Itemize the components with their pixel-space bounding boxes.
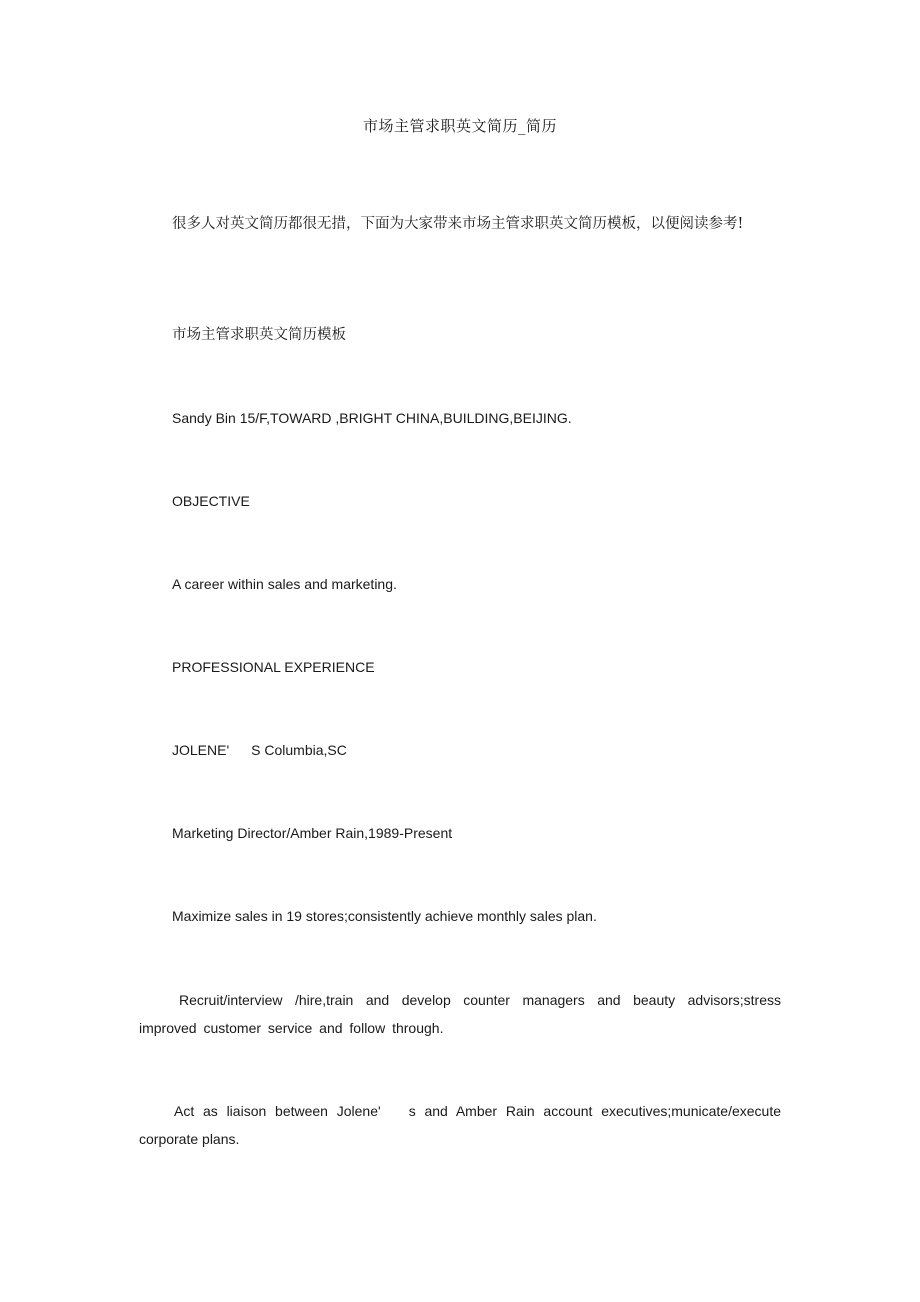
experience-heading: PROFESSIONAL EXPERIENCE <box>172 659 375 675</box>
objective-heading: OBJECTIVE <box>172 493 250 509</box>
employer-name: JOLENE' <box>172 742 230 758</box>
objective-text: A career within sales and marketing. <box>172 576 397 592</box>
duty-3 <box>139 1097 781 1153</box>
intro-paragraph: 很多人对英文简历都很无措，下面为大家带来市场主管求职英文简历模板，以便阅读参考! <box>172 216 744 232</box>
duty-3-start: Act as liaison between Jolene' <box>174 1103 381 1119</box>
template-subtitle: 市场主管求职英文简历模板 <box>172 327 346 343</box>
duty-1: Maximize sales in 19 stores;consistently achieve monthly sales plan. <box>172 908 597 924</box>
document-title: 市场主管求职英文简历_简历 <box>362 117 557 135</box>
position-line: Marketing Director/Amber Rain,1989-Present <box>172 825 453 841</box>
duty-3-end: s and Amber Rain account executives;municate/execute corporate plans. <box>139 1103 781 1147</box>
employer-line <box>139 736 781 764</box>
employer-location: S Columbia,SC <box>251 742 347 758</box>
duty-2: Recruit/interview /hire,train and develop counter managers and beauty advisors;stress improved customer service and follow through. <box>139 992 781 1036</box>
address-line: Sandy Bin 15/F,TOWARD ,BRIGHT CHINA,BUILDING,BEIJING. <box>172 410 572 426</box>
